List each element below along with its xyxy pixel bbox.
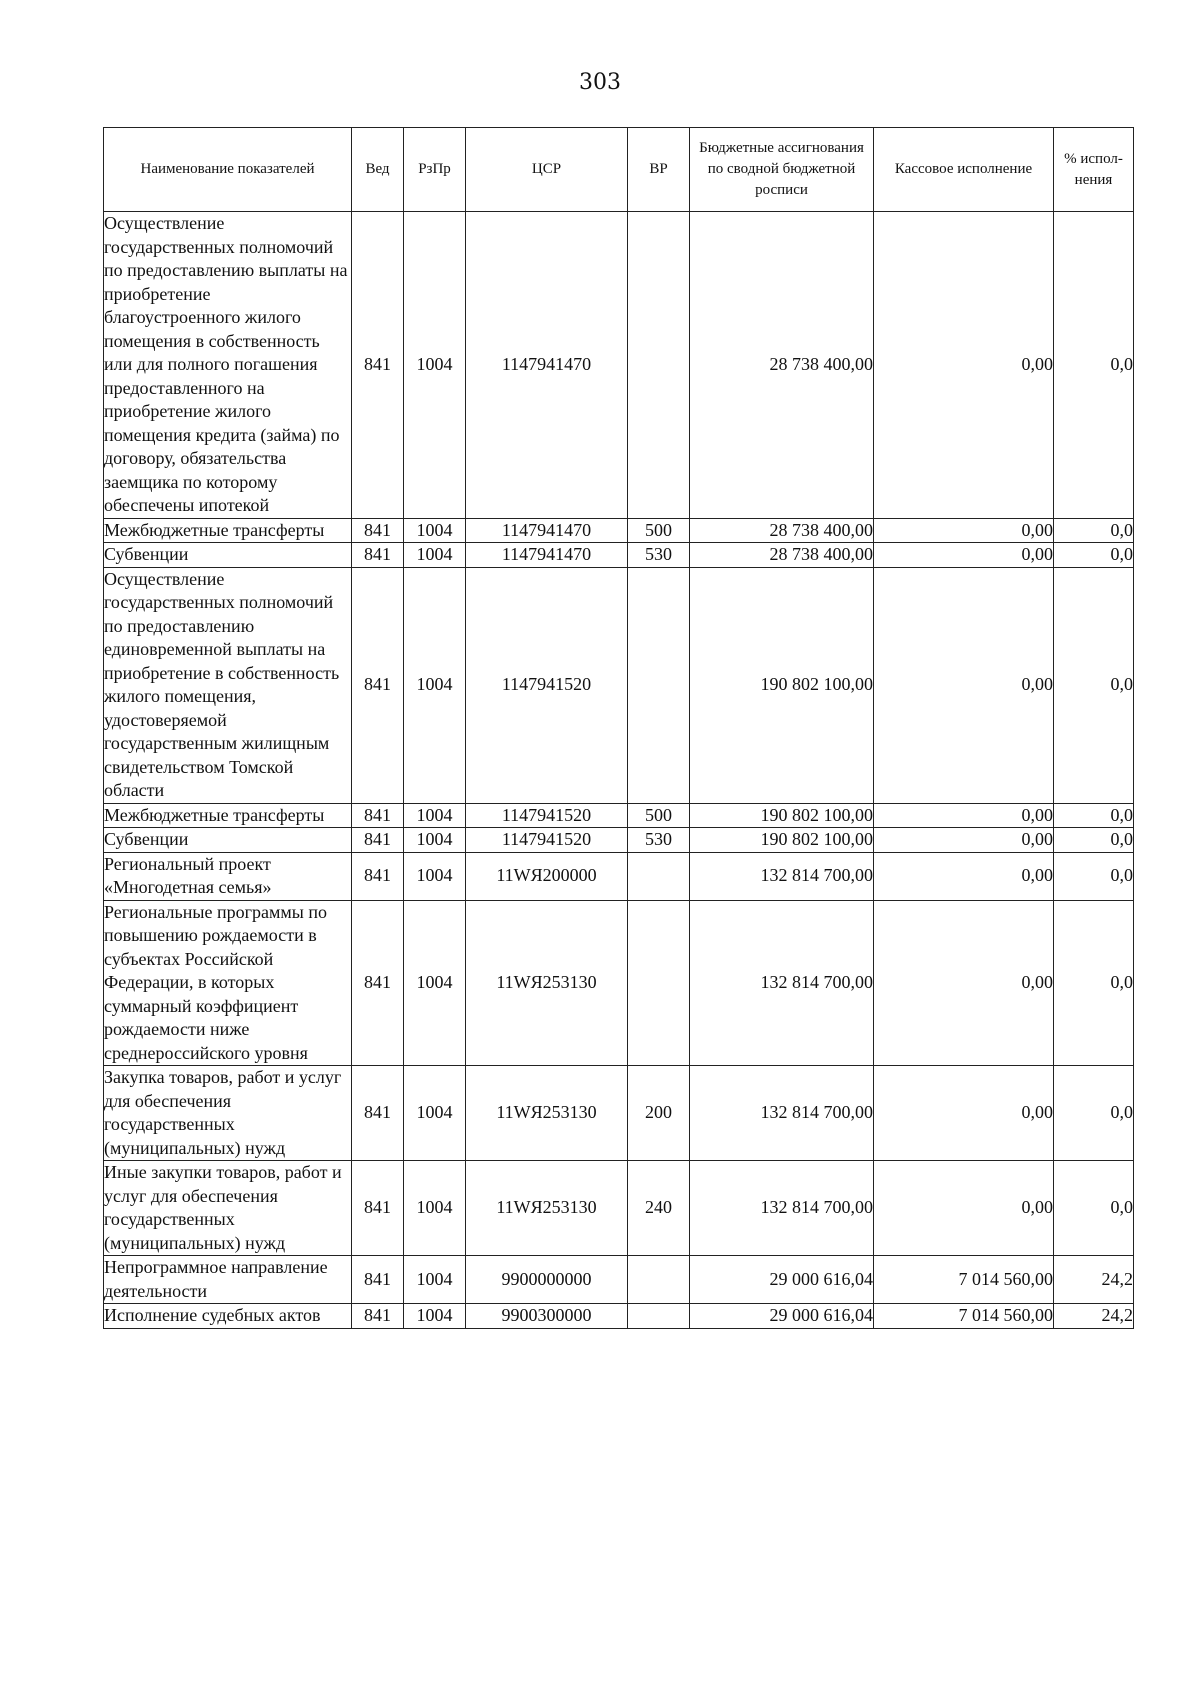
row-name: Иные закупки товаров, работ и услуг для обеспечения государственных (муниципальных) нужд xyxy=(104,1161,352,1256)
page-number: 303 xyxy=(579,70,621,95)
row-name: Межбюджетные трансферты xyxy=(104,518,352,543)
row-rzpr: 1004 xyxy=(404,518,466,543)
header-rzpr: РзПр xyxy=(404,128,466,212)
row-name: Субвенции xyxy=(104,828,352,853)
row-ved: 841 xyxy=(352,852,404,900)
row-assignments: 28 738 400,00 xyxy=(690,212,874,519)
row-assignments: 132 814 700,00 xyxy=(690,1066,874,1161)
row-rzpr: 1004 xyxy=(404,1304,466,1329)
row-assignments: 190 802 100,00 xyxy=(690,803,874,828)
budget-table xyxy=(103,127,1134,1329)
header-cash-execution: Кассовое исполнение xyxy=(874,128,1054,212)
row-cash-execution: 0,00 xyxy=(874,543,1054,568)
row-ved: 841 xyxy=(352,1066,404,1161)
row-assignments: 190 802 100,00 xyxy=(690,828,874,853)
table-row xyxy=(104,803,1134,828)
row-rzpr: 1004 xyxy=(404,1066,466,1161)
row-assignments: 28 738 400,00 xyxy=(690,518,874,543)
row-cash-execution: 0,00 xyxy=(874,803,1054,828)
row-csr: 1147941520 xyxy=(466,803,628,828)
row-rzpr: 1004 xyxy=(404,1161,466,1256)
row-cash-execution: 7 014 560,00 xyxy=(874,1256,1054,1304)
row-vr xyxy=(628,1256,690,1304)
row-ved: 841 xyxy=(352,803,404,828)
row-name: Межбюджетные трансферты xyxy=(104,803,352,828)
row-csr: 11WЯ200000 xyxy=(466,852,628,900)
table-row xyxy=(104,1304,1134,1329)
row-vr: 200 xyxy=(628,1066,690,1161)
row-cash-execution: 0,00 xyxy=(874,852,1054,900)
table-row xyxy=(104,518,1134,543)
row-csr: 11WЯ253130 xyxy=(466,1161,628,1256)
row-cash-execution: 0,00 xyxy=(874,828,1054,853)
row-csr: 1147941470 xyxy=(466,212,628,519)
row-percent: 0,0 xyxy=(1054,852,1134,900)
row-name: Закупка товаров, работ и услуг для обеспечения государственных (муниципальных) нужд xyxy=(104,1066,352,1161)
table-row xyxy=(104,828,1134,853)
header-vr: ВР xyxy=(628,128,690,212)
row-ved: 841 xyxy=(352,900,404,1066)
row-cash-execution: 0,00 xyxy=(874,900,1054,1066)
row-percent: 0,0 xyxy=(1054,518,1134,543)
table-header-row xyxy=(104,128,1134,212)
row-ved: 841 xyxy=(352,543,404,568)
row-csr: 9900000000 xyxy=(466,1256,628,1304)
row-assignments: 132 814 700,00 xyxy=(690,1161,874,1256)
row-ved: 841 xyxy=(352,518,404,543)
row-csr: 1147941470 xyxy=(466,518,628,543)
row-rzpr: 1004 xyxy=(404,543,466,568)
row-assignments: 29 000 616,04 xyxy=(690,1304,874,1329)
table-row xyxy=(104,212,1134,519)
row-percent: 0,0 xyxy=(1054,212,1134,519)
row-name: Осуществление государственных полномочий по предоставлению единовременной выплаты на приобретение в собственность жилого помещения, удостоверяемой государственным жилищным свидетельством Томской области xyxy=(104,567,352,803)
row-percent: 0,0 xyxy=(1054,900,1134,1066)
row-percent: 24,2 xyxy=(1054,1304,1134,1329)
row-ved: 841 xyxy=(352,1161,404,1256)
row-percent: 0,0 xyxy=(1054,1066,1134,1161)
row-assignments: 132 814 700,00 xyxy=(690,900,874,1066)
row-rzpr: 1004 xyxy=(404,852,466,900)
row-cash-execution: 0,00 xyxy=(874,518,1054,543)
row-cash-execution: 0,00 xyxy=(874,212,1054,519)
row-csr: 1147941520 xyxy=(466,567,628,803)
row-ved: 841 xyxy=(352,567,404,803)
row-vr xyxy=(628,567,690,803)
row-ved: 841 xyxy=(352,828,404,853)
table-row xyxy=(104,900,1134,1066)
row-csr: 1147941470 xyxy=(466,543,628,568)
table-row xyxy=(104,852,1134,900)
header-name: Наименование показателей xyxy=(104,128,352,212)
row-ved: 841 xyxy=(352,1256,404,1304)
table-row xyxy=(104,1161,1134,1256)
row-name: Региональный проект «Многодетная семья» xyxy=(104,852,352,900)
row-vr xyxy=(628,852,690,900)
row-assignments: 190 802 100,00 xyxy=(690,567,874,803)
row-percent: 0,0 xyxy=(1054,567,1134,803)
row-vr xyxy=(628,212,690,519)
row-assignments: 132 814 700,00 xyxy=(690,852,874,900)
header-assignments: Бюджетные ассигнования по сводной бюджетной росписи xyxy=(690,128,874,212)
table-row xyxy=(104,1256,1134,1304)
row-vr: 500 xyxy=(628,518,690,543)
table-row xyxy=(104,567,1134,803)
table-row xyxy=(104,543,1134,568)
row-vr xyxy=(628,900,690,1066)
row-cash-execution: 0,00 xyxy=(874,1161,1054,1256)
header-ved: Вед xyxy=(352,128,404,212)
row-assignments: 28 738 400,00 xyxy=(690,543,874,568)
row-vr: 530 xyxy=(628,543,690,568)
row-percent: 0,0 xyxy=(1054,1161,1134,1256)
row-ved: 841 xyxy=(352,1304,404,1329)
row-cash-execution: 0,00 xyxy=(874,1066,1054,1161)
row-assignments: 29 000 616,04 xyxy=(690,1256,874,1304)
row-percent: 0,0 xyxy=(1054,543,1134,568)
row-rzpr: 1004 xyxy=(404,212,466,519)
row-rzpr: 1004 xyxy=(404,803,466,828)
row-percent: 0,0 xyxy=(1054,828,1134,853)
header-percent: % испол-нения xyxy=(1054,128,1134,212)
row-csr: 9900300000 xyxy=(466,1304,628,1329)
row-csr: 11WЯ253130 xyxy=(466,1066,628,1161)
table-row xyxy=(104,1066,1134,1161)
row-vr: 500 xyxy=(628,803,690,828)
row-csr: 11WЯ253130 xyxy=(466,900,628,1066)
row-vr: 530 xyxy=(628,828,690,853)
row-name: Исполнение судебных актов xyxy=(104,1304,352,1329)
header-csr: ЦСР xyxy=(466,128,628,212)
row-percent: 24,2 xyxy=(1054,1256,1134,1304)
row-cash-execution: 0,00 xyxy=(874,567,1054,803)
row-rzpr: 1004 xyxy=(404,1256,466,1304)
row-name: Региональные программы по повышению рождаемости в субъектах Российской Федерации, в которых суммарный коэффициент рождаемости ниже среднероссийского уровня xyxy=(104,900,352,1066)
row-vr: 240 xyxy=(628,1161,690,1256)
row-rzpr: 1004 xyxy=(404,900,466,1066)
row-ved: 841 xyxy=(352,212,404,519)
row-name: Непрограммное направление деятельности xyxy=(104,1256,352,1304)
row-rzpr: 1004 xyxy=(404,828,466,853)
row-name: Субвенции xyxy=(104,543,352,568)
row-percent: 0,0 xyxy=(1054,803,1134,828)
row-csr: 1147941520 xyxy=(466,828,628,853)
row-rzpr: 1004 xyxy=(404,567,466,803)
row-cash-execution: 7 014 560,00 xyxy=(874,1304,1054,1329)
row-vr xyxy=(628,1304,690,1329)
row-name: Осуществление государственных полномочий по предоставлению выплаты на приобретение благоустроенного жилого помещения в собственность или для полного погашения предоставленного на приобретение жилого помещения кредита (займа) по договору, обязательства заемщика по которому обеспечены ипотекой xyxy=(104,212,352,519)
